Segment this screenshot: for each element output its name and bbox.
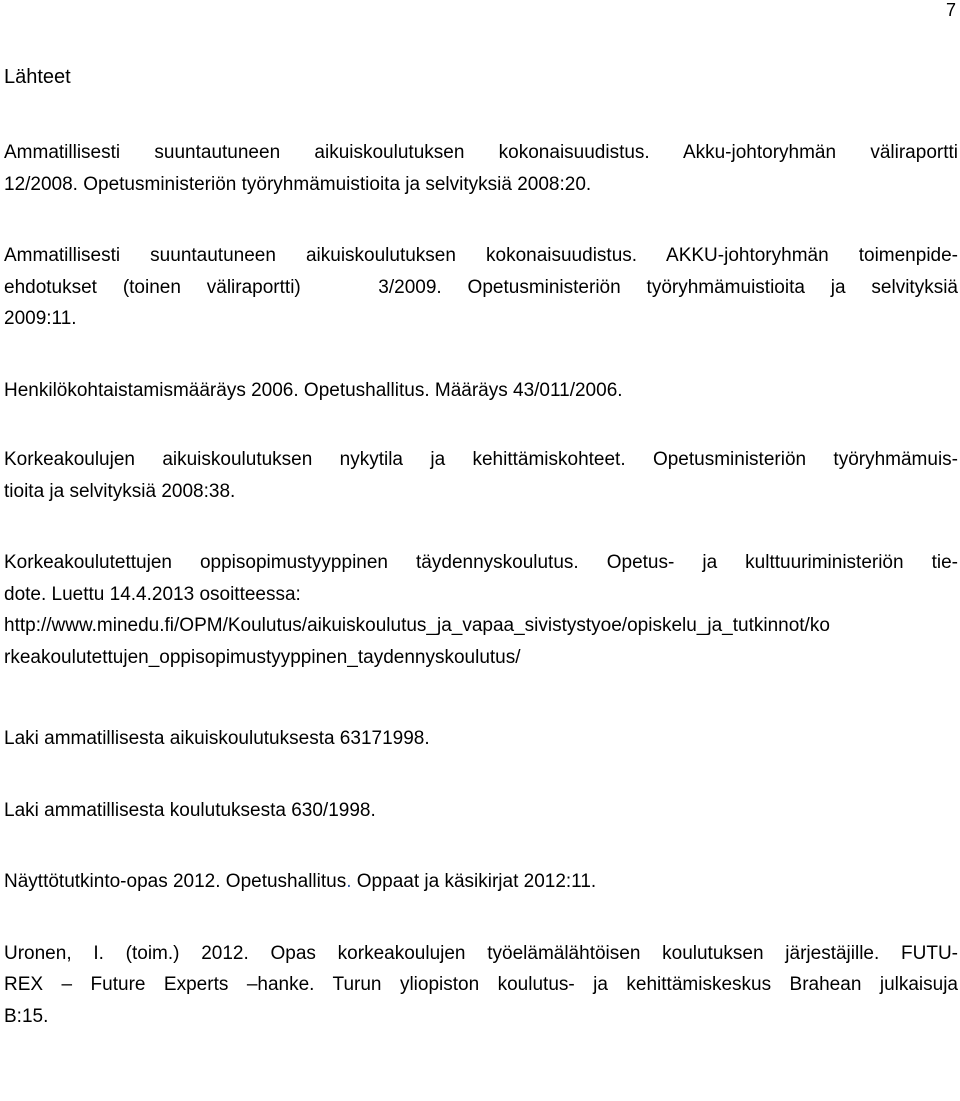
reference-entry bbox=[4, 866, 958, 898]
reference-entry bbox=[4, 444, 958, 507]
reference-line: Henkilökohtaistamismääräys 2006. Opetushallitus. Määräys 43/011/2006. bbox=[4, 379, 623, 401]
reference-line: B:15. bbox=[4, 1005, 49, 1027]
reference-line: tioita ja selvityksiä 2008:38. bbox=[4, 480, 236, 502]
reference-text: Näyttötutkinto-opas 2012. Opetushallitus bbox=[4, 871, 347, 892]
reference-entry bbox=[4, 723, 958, 755]
reference-url[interactable]: http://www.minedu.fi/OPM/Koulutus/aikuiskoulutus_ja_vapaa_sivistystyoe/opiskelu_ja_tutkinnot/ko bbox=[4, 615, 830, 636]
accent-period: . bbox=[346, 871, 352, 892]
reference-line bbox=[4, 866, 958, 898]
reference-text: Oppaat ja käsikirjat 2012:11. bbox=[351, 871, 597, 892]
reference-line: ehdotukset (toinen väliraportti) 3/2009. Opetusministeriön työryhmämuistioita ja selvityksiä bbox=[4, 276, 958, 298]
reference-line: Laki ammatillisesta aikuiskoulutuksesta 63171998. bbox=[4, 728, 430, 749]
reference-entry bbox=[4, 240, 958, 335]
reference-line: Ammatillisesti suuntautuneen aikuiskoulutuksen kokonaisuudistus. Akku-johtoryhmän väliraportti bbox=[4, 142, 958, 163]
page-number: 7 bbox=[946, 0, 957, 20]
reference-line: Uronen, I. (toim.) 2012. Opas korkeakoulujen työelämälähtöisen koulutuksen järjestäjille. FUTU- bbox=[4, 942, 958, 964]
reference-entry bbox=[4, 375, 958, 407]
reference-url[interactable]: rkeakoulutettujen_oppisopimustyyppinen_taydennyskoulutus/ bbox=[4, 646, 521, 668]
reference-entry bbox=[4, 795, 958, 827]
reference-line: Ammatillisesti suuntautuneen aikuiskoulutuksen kokonaisuudistus. AKKU-johtoryhmän toimenpide- bbox=[4, 245, 958, 266]
reference-line: 2009:11. bbox=[4, 308, 77, 329]
reference-line: Korkeakoulutettujen oppisopimustyyppinen täydennyskoulutus. Opetus- ja kulttuuriministeriön tie- bbox=[4, 552, 958, 573]
reference-line: REX – Future Experts –hanke. Turun yliopiston koulutus- ja kehittämiskeskus Brahean julkaisuja bbox=[4, 974, 958, 995]
section-heading: Lähteet bbox=[4, 66, 71, 88]
reference-entry bbox=[4, 938, 958, 1033]
reference-list bbox=[4, 137, 958, 1072]
reference-line: 12/2008. Opetusministeriön työryhmämuistioita ja selvityksiä 2008:20. bbox=[4, 173, 592, 195]
reference-entry bbox=[4, 547, 958, 673]
reference-line: Korkeakoulujen aikuiskoulutuksen nykytila ja kehittämiskohteet. Opetusministeriön työryhmämuis- bbox=[4, 449, 958, 470]
reference-entry bbox=[4, 137, 958, 200]
reference-line: Laki ammatillisesta koulutuksesta 630/1998. bbox=[4, 799, 376, 821]
reference-line: dote. Luettu 14.4.2013 osoitteessa: bbox=[4, 583, 301, 605]
